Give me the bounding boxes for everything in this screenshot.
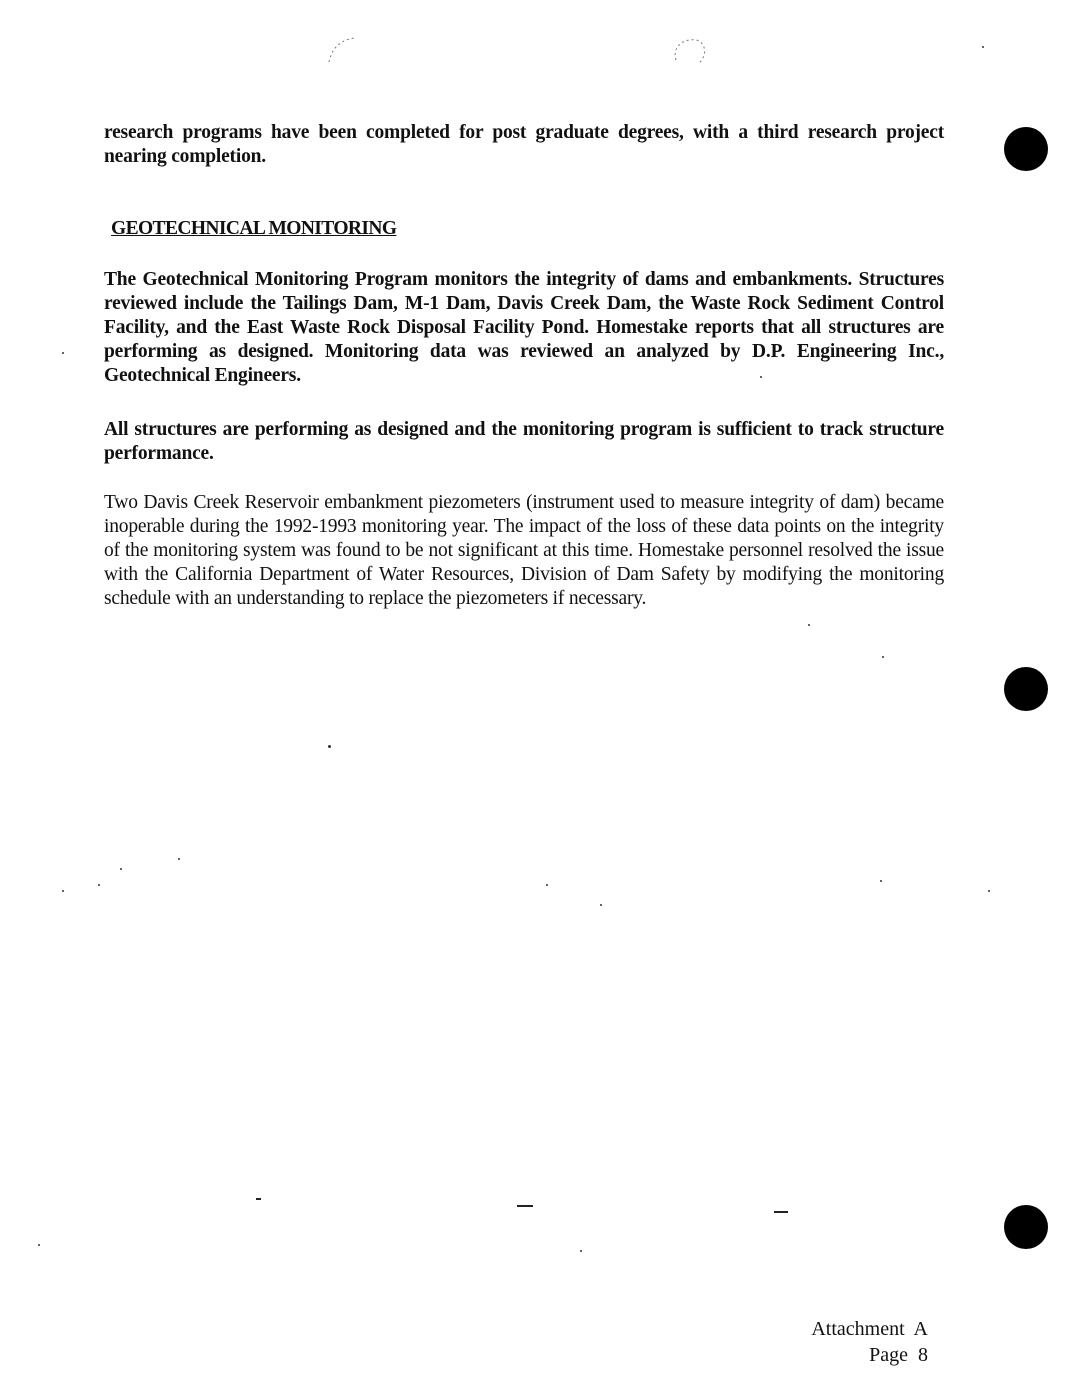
body-paragraph: The Geotechnical Monitoring Program monitors the integrity of dams and embankments. Structures reviewed include the Tailings Dam, M-1 Dam, Davis Creek Dam, the Waste Rock Sediment Control Facility, and the East Waste Rock Disposal Facility Pond. Homestake reports that all structures are performing as designed. Monitoring data was reviewed an analyzed by D.P. Engineering Inc., Geotechnical Engineers.	[104, 269, 944, 386]
scan-speck	[178, 858, 180, 860]
section-heading: GEOTECHNICAL MONITORING	[111, 218, 397, 239]
scan-speck	[808, 624, 810, 626]
scan-dash	[774, 1211, 788, 1213]
scan-speck	[880, 880, 882, 882]
punch-hole-icon	[1004, 1205, 1048, 1249]
scan-mark-center	[668, 34, 714, 70]
intro-paragraph: research programs have been completed for post graduate degrees, with a third research project nearing completion.	[104, 122, 944, 167]
body-paragraph: Two Davis Creek Reservoir embankment piezometers (instrument used to measure integrity of dam) became inoperable during the 1992-1993 monitoring year. The impact of the loss of these data points on the integrity of the monitoring system was found to be not significant at this time. Homestake personnel resolved the issue with the California Department of Water Resources, Division of Dam Safety by modifying the monitoring schedule with an understanding to replace the piezometers if necessary.	[104, 492, 944, 609]
scan-speck	[982, 46, 984, 48]
scan-speck	[600, 904, 602, 906]
scan-speck	[546, 884, 548, 886]
scan-speck	[988, 890, 990, 892]
scan-dash	[517, 1205, 533, 1207]
scan-speck	[760, 376, 762, 378]
scan-speck	[882, 656, 884, 658]
body-paragraph: All structures are performing as designed and the monitoring program is sufficient to track structure performance.	[104, 419, 944, 464]
page-number: Page 8	[869, 1344, 928, 1366]
scan-mark-left	[325, 32, 365, 68]
scan-dash	[256, 1198, 261, 1200]
attachment-label: Attachment A	[811, 1318, 928, 1340]
punch-hole-icon	[1004, 667, 1048, 711]
scan-speck	[62, 890, 64, 892]
scan-speck	[62, 352, 64, 354]
scan-speck	[580, 1250, 582, 1252]
punch-hole-icon	[1004, 127, 1048, 171]
scan-speck	[98, 884, 100, 886]
scan-speck	[328, 745, 331, 748]
scan-speck	[120, 868, 122, 870]
scan-speck	[38, 1244, 40, 1246]
